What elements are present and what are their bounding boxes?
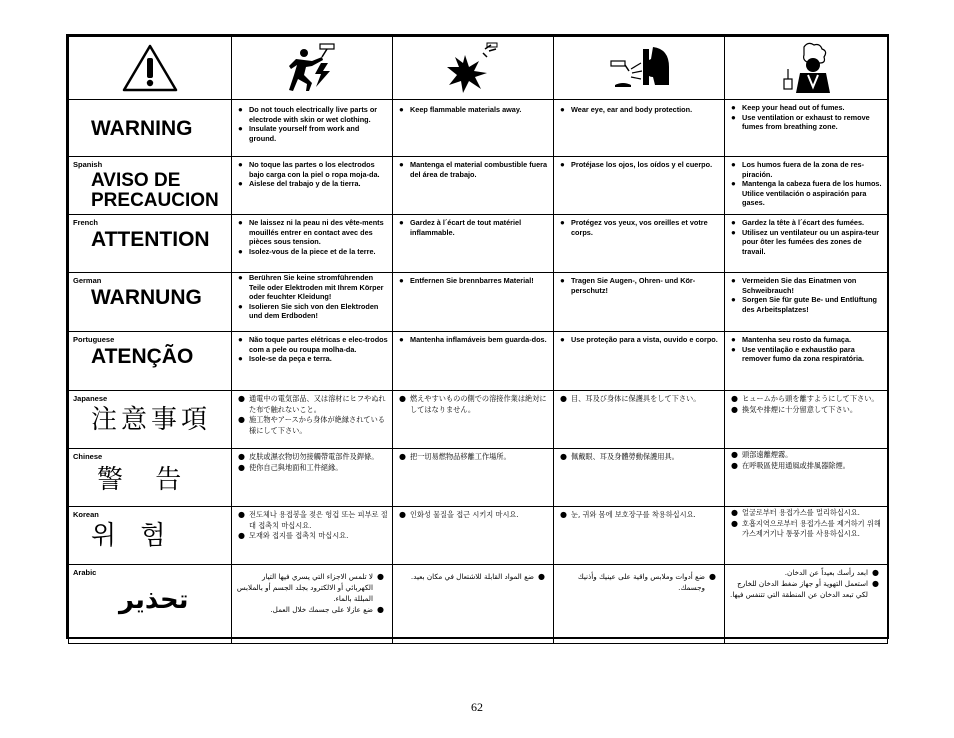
fire-instructions (393, 100, 554, 157)
fire-instructions (393, 215, 554, 273)
language-label: Spanish (73, 160, 103, 169)
caution-triangle-icon (120, 42, 180, 94)
list-item: ● ضع المواد القابلة للاشتعال في مكان بعيد. (397, 571, 545, 582)
protection-instructions (554, 449, 725, 507)
list-item: ● Do not touch electrically live parts or electrode with skin or wet clothing. (238, 105, 388, 124)
signal-word-cell (69, 507, 232, 565)
fire-explosion-icon (443, 41, 503, 95)
fumes-instructions (725, 100, 888, 157)
electric-shock-icon (282, 41, 342, 95)
fumes-instructions (725, 565, 888, 644)
fire-instructions (393, 157, 554, 215)
signal-word: ATTENTION (91, 228, 210, 251)
list-item: ● ضع عازلا على جسمك خلال العمل. (236, 604, 384, 615)
warning-label-table (66, 34, 889, 639)
language-row (69, 332, 888, 391)
list-item: ● Insulate yourself from work and ground. (238, 124, 388, 143)
list-item: ● 전도체나 용접봉을 젖은 헝겁 또는 피부로 절대 접촉치 마십시요. (238, 510, 388, 531)
list-item: ● Wear eye, ear and body protection. (560, 105, 720, 115)
signal-word: ATENÇÃO (91, 345, 194, 368)
signal-word-cell (69, 215, 232, 273)
language-label: Arabic (73, 568, 97, 577)
shock-instructions (232, 273, 393, 332)
fumes-instructions (725, 507, 888, 565)
fumes-instructions (725, 157, 888, 215)
icon-row (69, 37, 888, 100)
list-item: ● 모재와 접지를 접촉치 마십시요. (238, 531, 388, 542)
language-label: Korean (73, 510, 99, 519)
list-item: ● No toque las partes o los electrodos bajo carga con la piel o ropa moja-da. (238, 160, 388, 179)
list-item: ● Aislese del trabajo y de la tierra. (238, 179, 388, 189)
warning-grid (68, 36, 888, 644)
list-item: ● Use ventilation or exhaust to remove fumes from breathing zone. (731, 113, 883, 132)
protection-instructions (554, 273, 725, 332)
list-item: ● ヒュームから頭を離すようにして下さい。 (731, 394, 883, 405)
language-row (69, 215, 888, 273)
signal-word-cell (69, 565, 232, 644)
list-item: ● ضع أدوات وملابس واقية على عينيك وأذنيك وجسمك. (558, 571, 716, 593)
language-label: Chinese (73, 452, 103, 461)
shock-instructions (232, 157, 393, 215)
shock-instructions (232, 449, 393, 507)
language-row (69, 391, 888, 449)
fumes-instructions (725, 332, 888, 391)
protection-instructions (554, 565, 725, 644)
list-item: ● Gardez la tête à l´écart des fumées. (731, 218, 883, 228)
icon-cell-protection (554, 37, 725, 100)
icon-cell-fire (393, 37, 554, 100)
list-item: ● Mantenha inflamáveis bem guarda-dos. (399, 335, 549, 345)
eye-ear-protection-icon (603, 41, 675, 95)
list-item: ● Não toque partes elétricas e elec-trodos com a pele ou roupa molha-da. (238, 335, 388, 354)
fumes-instructions (725, 449, 888, 507)
list-item: ● Utilisez un ventilateur ou un aspira-teur pour ôter les fumées des zones de travail. (731, 228, 883, 257)
list-item: ● ابعد رأسك بعيداً عن الدخان. (729, 567, 879, 578)
language-label (73, 103, 231, 112)
fire-instructions (393, 565, 554, 644)
protection-instructions (554, 332, 725, 391)
list-item: ● Isolieren Sie sich von den Elektroden und dem Erdboden! (238, 302, 388, 321)
fire-instructions (393, 507, 554, 565)
signal-word: WARNUNG (91, 286, 202, 309)
list-item: ● لا تلمس الاجزاء التي يسري فيها التيار الكهربائي أو الالكترود بجلد الجسم أو بالملابس المبللة بالماء. (236, 571, 384, 604)
list-item: ● 換気や排煙に十分留意して下さい。 (731, 405, 883, 416)
fire-instructions (393, 273, 554, 332)
signal-word: 警 告 (97, 465, 194, 495)
list-item: ● Ne laissez ni la peau ni des vête-ments mouillés entrer en contact avec des pièces sous tension. (238, 218, 388, 247)
list-item: ● 通電中の電気部品、又は溶材にヒフやぬれた布で触れないこと。 (238, 394, 388, 415)
list-item: ● Tragen Sie Augen-, Ohren- und Kör-perschutz! (560, 276, 720, 295)
list-item: ● Keep your head out of fumes. (731, 103, 883, 113)
protection-instructions (554, 391, 725, 449)
protection-instructions (554, 157, 725, 215)
list-item: ● 頭部遠離煙霧。 (731, 450, 883, 461)
list-item: ● 皮肤或濕衣物切勿接觸帶電部件及銲條。 (238, 452, 388, 463)
signal-word: 注意事項 (91, 405, 212, 435)
signal-word: WARNING (91, 117, 193, 140)
list-item: ● Entfernen Sie brennbarres Material! (399, 276, 549, 286)
signal-word-cell (69, 391, 232, 449)
list-item: ● Gardez à l´écart de tout matériel inflammable. (399, 218, 549, 237)
list-item: ● 把一切易燃物品移離工作場所。 (399, 452, 549, 463)
signal-word: AVISO DE PRECAUCION (91, 170, 219, 211)
language-row (69, 507, 888, 565)
signal-word-cell (69, 449, 232, 507)
language-row (69, 100, 888, 157)
signal-word-cell (69, 100, 232, 157)
protection-instructions (554, 100, 725, 157)
fumes-instructions (725, 215, 888, 273)
fumes-instructions (725, 391, 888, 449)
list-item: ● Sorgen Sie für gute Be- und Entlüftung des Arbeitsplatzes! (731, 295, 883, 314)
language-row (69, 449, 888, 507)
shock-instructions (232, 391, 393, 449)
shock-instructions (232, 215, 393, 273)
list-item: ● Protéjase los ojos, los oídos y el cuerpo. (560, 160, 720, 170)
language-row (69, 565, 888, 644)
fire-instructions (393, 449, 554, 507)
language-row (69, 157, 888, 215)
signal-word-cell (69, 332, 232, 391)
list-item: ● Keep flammable materials away. (399, 105, 549, 115)
list-item: ● Protégez vos yeux, vos oreilles et votre corps. (560, 218, 720, 237)
icon-cell-shock (232, 37, 393, 100)
fumes-instructions (725, 273, 888, 332)
fire-instructions (393, 391, 554, 449)
shock-instructions (232, 332, 393, 391)
list-item: ● 目、耳及び身体に保護具をして下さい。 (560, 394, 720, 405)
list-item: ● Mantenga la cabeza fuera de los humos. Utilice ventilación o aspiración para gases. (731, 179, 883, 208)
list-item: ● 인화성 물질을 접근 시키지 마시요. (399, 510, 549, 521)
list-item: ● 燃えやすいものの側での溶接作業は絶対にしてはなりません。 (399, 394, 549, 415)
shock-instructions (232, 565, 393, 644)
language-label: Japanese (73, 394, 108, 403)
list-item: ● 호흡지역으로부터 용접가스를 제거하기 위해 가스제거기나 통풍기를 사용하십시요. (731, 519, 883, 540)
signal-word: 위 험 (91, 521, 174, 551)
signal-word-cell (69, 157, 232, 215)
fire-instructions (393, 332, 554, 391)
list-item: ● 使你自己與地面和工件絕緣。 (238, 463, 388, 474)
list-item: ● Berühren Sie keine stromführenden Teile oder Elektroden mit Ihrem Körper oder feuchter Kleidung! (238, 273, 388, 302)
list-item: ● 눈, 귀와 몸에 보호장구를 착용하십시요. (560, 510, 720, 521)
signal-word-cell (69, 273, 232, 332)
list-item: ● 施工物やアースから身体が絶縁されている様にして下さい。 (238, 415, 388, 436)
list-item: ● 在呼吸區使用通風或排風器除煙。 (731, 461, 883, 472)
fumes-icon (770, 41, 842, 95)
icon-cell-caution (69, 37, 232, 100)
shock-instructions (232, 100, 393, 157)
list-item: ● Use ventilação e exhaustão para remover fumo da zona respiratória. (731, 345, 883, 364)
language-label: Portuguese (73, 335, 115, 344)
language-label: German (73, 276, 102, 285)
list-item: ● 얼굴로부터 용접가스를 멀리하십시요. (731, 508, 883, 519)
list-item: ● Isolez-vous de la piece et de la terre. (238, 247, 388, 257)
list-item: ● Los humos fuera de la zona de res-piración. (731, 160, 883, 179)
signal-word: تحذير (119, 585, 189, 615)
protection-instructions (554, 215, 725, 273)
list-item: ● استعمل التهوية أو جهاز ضغط الدخان للخارج لكي تبعد الدخان عن المنطقة التي تتنفس فيها. (729, 578, 879, 600)
protection-instructions (554, 507, 725, 565)
list-item: ● Mantenha seu rosto da fumaça. (731, 335, 883, 345)
page-number: 62 (471, 700, 483, 714)
list-item: ● 佩戴眼、耳及身體勞動保護用具。 (560, 452, 720, 463)
shock-instructions (232, 507, 393, 565)
icon-cell-fumes (725, 37, 888, 100)
language-row (69, 273, 888, 332)
list-item: ● Isole-se da peça e terra. (238, 354, 388, 364)
language-label: French (73, 218, 99, 227)
list-item: ● Mantenga el material combustible fuera del área de trabajo. (399, 160, 549, 179)
list-item: ● Vermeiden Sie das Einatmen von Schweibrauch! (731, 276, 883, 295)
list-item: ● Use proteção para a vista, ouvido e corpo. (560, 335, 720, 345)
